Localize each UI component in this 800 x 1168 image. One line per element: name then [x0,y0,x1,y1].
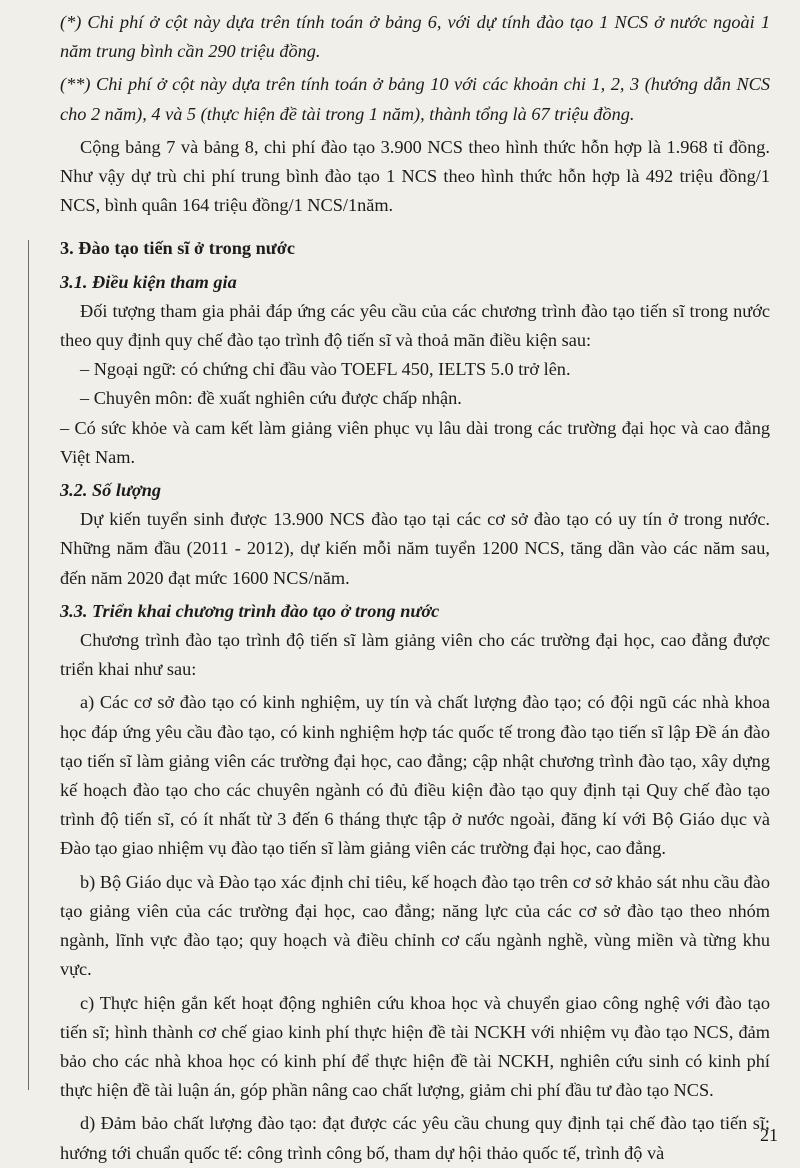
condition-item: – Có sức khỏe và cam kết làm giảng viên phục vụ lâu dài trong các trường đại học và cao đẳng Việt Nam. [60,417,770,467]
summary-paragraph: Cộng bảng 7 và bảng 8, chi phí đào tạo 3.900 NCS theo hình thức hỗn hợp là 1.968 tỉ đồng. Như vậy dự trù chi phí trung bình đào tạo 1 NCS theo hình thức hỗn hợp là 492 triệu đồng/1 NCS, bình quân 164 triệu đồng/1 NCS/1năm. [60,136,770,216]
paragraph-b: b) Bộ Giáo dục và Đào tạo xác định chỉ tiêu, kế hoạch đào tạo trên cơ sở khảo sát nhu cầu đào tạo giảng viên của các trường đại học, cao đẳng; năng lực của các cơ sở đào tạo theo nhóm ngành, lĩnh vực đào tạo; quy hoạch và điều chỉnh cơ cấu ngành nghề, vùng miền và từng khu vực. [60,871,770,980]
paragraph-a: a) Các cơ sở đào tạo có kinh nghiệm, uy tín và chất lượng đào tạo; có đội ngũ các nhà khoa học đáp ứng yêu cầu đào tạo, có kinh nghiệm hợp tác quốc tế trong đào tạo tiến sĩ lập Đề án đào tạo tiến sĩ làm giảng viên các trường đại học, cao đẳng; cập nhật chương trình đào tạo, xây dựng kế hoạch đào tạo cho các chuyên ngành có đủ điều kiện đào tạo quy định tại Quy chế đào tạo trình độ tiến sĩ, có ít nhất từ 3 đến 6 tháng thực tập ở nước ngoài, đăng kí với Bộ Giáo dục và Đào tạo giao nhiệm vụ đào tạo tiến sĩ làm giảng viên các trường đại học, cao đẳng. [60,692,770,859]
subsection-3-2-title: 3.2. Số lượng [60,480,162,501]
paragraph-c: c) Thực hiện gắn kết hoạt động nghiên cứu khoa học và chuyển giao công nghệ với đào tạo tiến sĩ; hình thành cơ chế giao kinh phí thực hiện đề tài NCKH với nhiệm vụ đào tạo NCS, đảm bảo cho các nhà khoa học có kinh phí để thực hiện đề tài NCKH, nghiên cứu sinh có kinh phí thực hiện đề tài luận án, góp phần nâng cao chất lượng, giảm chi phí đầu tư đào tạo NCS. [60,992,770,1101]
subsection-3-1-intro: Đối tượng tham gia phải đáp ứng các yêu cầu của các chương trình đào tạo tiến sĩ trong nước theo quy định quy chế đào tạo trình độ tiến sĩ và thoả mãn điều kiện sau: [60,300,770,351]
paragraph-d: d) Đảm bảo chất lượng đào tạo: đạt được các yêu cầu chung quy định tại chế đào tạo tiến sĩ; hướng tới chuẩn quốc tế: công trình công bố, tham dự hội thảo quốc tế, trình độ và [60,1113,770,1163]
page-number: 21 [760,1125,778,1145]
subsection-3-3-title: 3.3. Triển khai chương trình đào tạo ở trong nước [60,600,440,621]
footnote-1: (*) Chi phí ở cột này dựa trên tính toán ở bảng 6, với dự tính đào tạo 1 NCS ở nước ngoài 1 năm trung bình cần 290 triệu đồng. [60,12,770,62]
section-title: 3. Đào tạo tiến sĩ ở trong nước [60,238,296,259]
subsection-3-2-text: Dự kiến tuyển sinh được 13.900 NCS đào tạo tại các cơ sở đào tạo có uy tín ở trong nước. Những năm đầu (2011 - 2012), dự kiến mỗi năm tuyển 1200 NCS, tăng dần vào các năm sau, đến năm 2020 đạt mức 1600 NCS/năm. [60,509,770,588]
subsection-3-3-intro: Chương trình đào tạo trình độ tiến sĩ làm giảng viên cho các trường đại học, cao đẳng được triển khai như sau: [60,630,770,680]
condition-item: – Chuyên môn: đề xuất nghiên cứu được chấp nhận. [80,388,462,409]
footnote-2: (**) Chi phí ở cột này dựa trên tính toán ở bảng 10 với các khoản chi 1, 2, 3 (hướng dẫn NCS cho 2 năm), 4 và 5 (thực hiện đề tài trong 1 năm), thành tổng là 67 triệu đồng. [60,74,770,124]
subsection-3-1-title: 3.1. Điều kiện tham gia [60,271,237,292]
condition-item: – Ngoại ngữ: có chứng chỉ đầu vào TOEFL 450, IELTS 5.0 trở lên. [80,359,571,380]
